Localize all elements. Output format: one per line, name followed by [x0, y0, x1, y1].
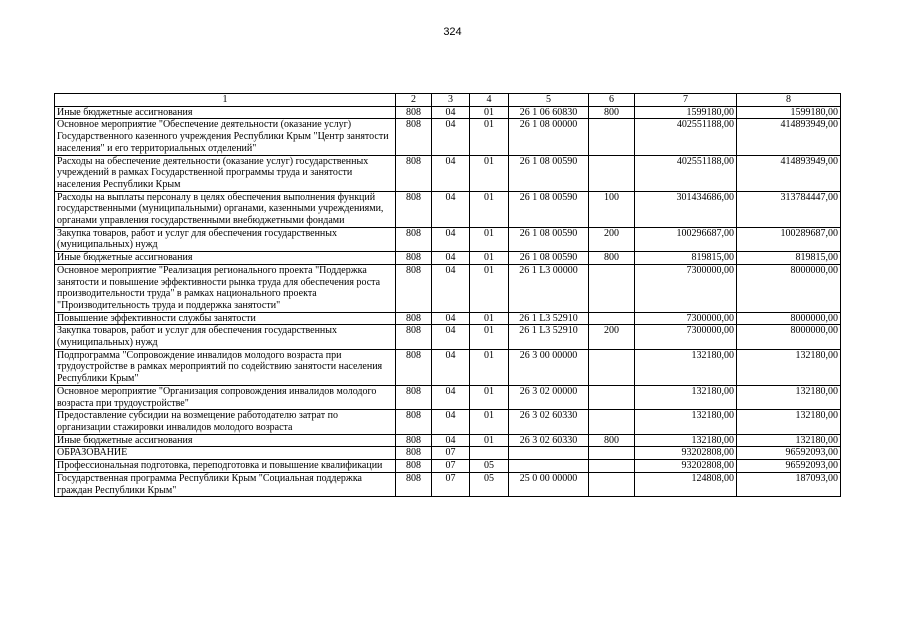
- table-row: [55, 227, 841, 251]
- row-amount-cell: 1599180,00: [635, 106, 737, 119]
- row-code-cell: 808: [396, 155, 432, 191]
- row-code-cell: 04: [432, 227, 470, 251]
- row-name-cell: Основное мероприятие "Организация сопровождения инвалидов молодого возраста при трудоустройстве": [55, 385, 396, 409]
- row-code-cell: 04: [432, 312, 470, 325]
- row-code-cell: 01: [470, 191, 509, 227]
- row-code-cell: 01: [470, 325, 509, 349]
- page-number: 324: [443, 26, 462, 38]
- row-code-cell: [589, 447, 635, 460]
- table-row: [55, 447, 841, 460]
- row-amount-cell: 402551188,00: [635, 155, 737, 191]
- row-code-cell: 808: [396, 447, 432, 460]
- table-row: [55, 410, 841, 434]
- table-row: [55, 472, 841, 496]
- row-amount-cell: 301434686,00: [635, 191, 737, 227]
- row-name-cell: Предоставление субсидии на возмещение работодателю затрат по организации стажировки инвалидов молодого возраста: [55, 410, 396, 434]
- row-amount-cell: 96592093,00: [737, 460, 841, 473]
- row-code-cell: 07: [432, 447, 470, 460]
- row-code-cell: 04: [432, 349, 470, 385]
- row-code-cell: 04: [432, 252, 470, 265]
- table-row: [55, 155, 841, 191]
- row-amount-cell: 132180,00: [737, 434, 841, 447]
- row-code-cell: 04: [432, 325, 470, 349]
- row-code-cell: 01: [470, 264, 509, 312]
- header-cell: 5: [509, 94, 589, 107]
- row-code-cell: 01: [470, 227, 509, 251]
- row-amount-cell: 414893949,00: [737, 119, 841, 155]
- row-code-cell: 808: [396, 227, 432, 251]
- row-code-cell: [589, 264, 635, 312]
- row-code-cell: 200: [589, 325, 635, 349]
- table-row: [55, 252, 841, 265]
- row-code-cell: 26 3 02 60330: [509, 434, 589, 447]
- row-code-cell: 26 3 02 00000: [509, 385, 589, 409]
- row-code-cell: 04: [432, 191, 470, 227]
- row-name-cell: Основное мероприятие "Реализация регионального проекта "Поддержка занятости и повышение эффективности рынка труда для обеспечения роста производительности труда" в рамках национального проекта "Производительность труда и поддержка занятости": [55, 264, 396, 312]
- row-code-cell: 01: [470, 252, 509, 265]
- row-code-cell: 05: [470, 472, 509, 496]
- row-code-cell: 04: [432, 434, 470, 447]
- row-code-cell: 01: [470, 434, 509, 447]
- table-row: [55, 264, 841, 312]
- row-amount-cell: 132180,00: [635, 385, 737, 409]
- row-name-cell: Иные бюджетные ассигнования: [55, 106, 396, 119]
- row-amount-cell: 8000000,00: [737, 312, 841, 325]
- row-code-cell: [589, 312, 635, 325]
- row-code-cell: 01: [470, 119, 509, 155]
- header-cell: 8: [737, 94, 841, 107]
- row-name-cell: Профессиональная подготовка, переподготовка и повышение квалификации: [55, 460, 396, 473]
- row-code-cell: [589, 472, 635, 496]
- row-code-cell: 07: [432, 472, 470, 496]
- row-code-cell: 01: [470, 349, 509, 385]
- row-code-cell: 04: [432, 410, 470, 434]
- row-code-cell: 01: [470, 410, 509, 434]
- row-amount-cell: 132180,00: [635, 349, 737, 385]
- row-code-cell: 26 1 L3 52910: [509, 325, 589, 349]
- header-cell: 6: [589, 94, 635, 107]
- row-amount-cell: 414893949,00: [737, 155, 841, 191]
- header-cell: 1: [55, 94, 396, 107]
- row-code-cell: 26 1 08 00590: [509, 155, 589, 191]
- row-name-cell: Подпрограмма "Сопровождение инвалидов молодого возраста при трудоустройстве в рамках мероприятий по содействию занятости населения Республики Крым": [55, 349, 396, 385]
- row-code-cell: 808: [396, 119, 432, 155]
- table-row: [55, 385, 841, 409]
- row-amount-cell: 93202808,00: [635, 460, 737, 473]
- row-amount-cell: 132180,00: [737, 410, 841, 434]
- row-code-cell: 800: [589, 106, 635, 119]
- row-name-cell: Основное мероприятие "Обеспечение деятельности (оказание услуг) Государственного казенного учреждения Республики Крым "Центр занятости населения" и его территориальных отделений": [55, 119, 396, 155]
- row-code-cell: 808: [396, 264, 432, 312]
- row-code-cell: 26 1 08 00000: [509, 119, 589, 155]
- row-code-cell: [589, 349, 635, 385]
- row-amount-cell: 93202808,00: [635, 447, 737, 460]
- row-amount-cell: 132180,00: [635, 434, 737, 447]
- row-amount-cell: 132180,00: [635, 410, 737, 434]
- row-code-cell: 808: [396, 106, 432, 119]
- row-amount-cell: 7300000,00: [635, 325, 737, 349]
- row-amount-cell: 8000000,00: [737, 264, 841, 312]
- table-row: [55, 191, 841, 227]
- table-row: [55, 460, 841, 473]
- row-name-cell: Расходы на выплаты персоналу в целях обеспечения выполнения функций государственными (муниципальными) органами, казенными учреждениями, органами управления государственными внебюджетными фондами: [55, 191, 396, 227]
- row-amount-cell: 96592093,00: [737, 447, 841, 460]
- row-code-cell: [589, 410, 635, 434]
- table-header-row: [55, 94, 841, 107]
- row-code-cell: 26 1 06 60830: [509, 106, 589, 119]
- header-cell: 3: [432, 94, 470, 107]
- row-code-cell: 26 1 08 00590: [509, 252, 589, 265]
- row-code-cell: 808: [396, 410, 432, 434]
- row-code-cell: 808: [396, 460, 432, 473]
- row-code-cell: 26 1 L3 00000: [509, 264, 589, 312]
- row-code-cell: 808: [396, 325, 432, 349]
- row-name-cell: Повышение эффективности службы занятости: [55, 312, 396, 325]
- row-code-cell: 200: [589, 227, 635, 251]
- row-name-cell: Закупка товаров, работ и услуг для обеспечения государственных (муниципальных) нужд: [55, 227, 396, 251]
- row-amount-cell: 7300000,00: [635, 264, 737, 312]
- row-code-cell: 01: [470, 155, 509, 191]
- row-code-cell: 808: [396, 434, 432, 447]
- row-amount-cell: 819815,00: [737, 252, 841, 265]
- row-amount-cell: 8000000,00: [737, 325, 841, 349]
- row-code-cell: 26 1 L3 52910: [509, 312, 589, 325]
- row-amount-cell: 100296687,00: [635, 227, 737, 251]
- row-amount-cell: 819815,00: [635, 252, 737, 265]
- row-code-cell: 04: [432, 385, 470, 409]
- row-code-cell: 25 0 00 00000: [509, 472, 589, 496]
- row-amount-cell: 313784447,00: [737, 191, 841, 227]
- budget-table: [54, 93, 841, 497]
- row-amount-cell: 124808,00: [635, 472, 737, 496]
- row-amount-cell: 132180,00: [737, 385, 841, 409]
- row-amount-cell: 132180,00: [737, 349, 841, 385]
- row-code-cell: [589, 155, 635, 191]
- row-code-cell: 26 1 08 00590: [509, 227, 589, 251]
- row-amount-cell: 1599180,00: [737, 106, 841, 119]
- row-code-cell: 26 3 00 00000: [509, 349, 589, 385]
- row-code-cell: 07: [432, 460, 470, 473]
- header-cell: 2: [396, 94, 432, 107]
- table-row: [55, 119, 841, 155]
- row-amount-cell: 402551188,00: [635, 119, 737, 155]
- row-name-cell: Иные бюджетные ассигнования: [55, 252, 396, 265]
- row-code-cell: [470, 447, 509, 460]
- row-code-cell: 800: [589, 252, 635, 265]
- row-code-cell: [509, 447, 589, 460]
- row-code-cell: 100: [589, 191, 635, 227]
- header-cell: 7: [635, 94, 737, 107]
- table-row: [55, 349, 841, 385]
- row-amount-cell: 187093,00: [737, 472, 841, 496]
- row-code-cell: 04: [432, 264, 470, 312]
- row-code-cell: 808: [396, 385, 432, 409]
- row-code-cell: 800: [589, 434, 635, 447]
- row-code-cell: 808: [396, 349, 432, 385]
- row-code-cell: [509, 460, 589, 473]
- row-amount-cell: 100289687,00: [737, 227, 841, 251]
- row-code-cell: 04: [432, 119, 470, 155]
- row-code-cell: 26 3 02 60330: [509, 410, 589, 434]
- table-row: [55, 325, 841, 349]
- row-code-cell: 04: [432, 106, 470, 119]
- table-row: [55, 434, 841, 447]
- row-code-cell: 01: [470, 385, 509, 409]
- table-row: [55, 106, 841, 119]
- row-name-cell: Расходы на обеспечение деятельности (оказание услуг) государственных учреждений в рамках Государственной программы труда и занятости населения Республики Крым: [55, 155, 396, 191]
- row-name-cell: ОБРАЗОВАНИЕ: [55, 447, 396, 460]
- table-row: [55, 312, 841, 325]
- row-code-cell: 26 1 08 00590: [509, 191, 589, 227]
- row-code-cell: [589, 119, 635, 155]
- row-name-cell: Закупка товаров, работ и услуг для обеспечения государственных (муниципальных) нужд: [55, 325, 396, 349]
- header-cell: 4: [470, 94, 509, 107]
- row-code-cell: [589, 385, 635, 409]
- row-name-cell: Иные бюджетные ассигнования: [55, 434, 396, 447]
- row-code-cell: 808: [396, 472, 432, 496]
- row-code-cell: [589, 460, 635, 473]
- row-code-cell: 04: [432, 155, 470, 191]
- row-name-cell: Государственная программа Республики Крым "Социальная поддержка граждан Республики Крым": [55, 472, 396, 496]
- row-code-cell: 01: [470, 106, 509, 119]
- row-code-cell: 05: [470, 460, 509, 473]
- row-code-cell: 808: [396, 312, 432, 325]
- row-code-cell: 01: [470, 312, 509, 325]
- row-code-cell: 808: [396, 191, 432, 227]
- row-code-cell: 808: [396, 252, 432, 265]
- row-amount-cell: 7300000,00: [635, 312, 737, 325]
